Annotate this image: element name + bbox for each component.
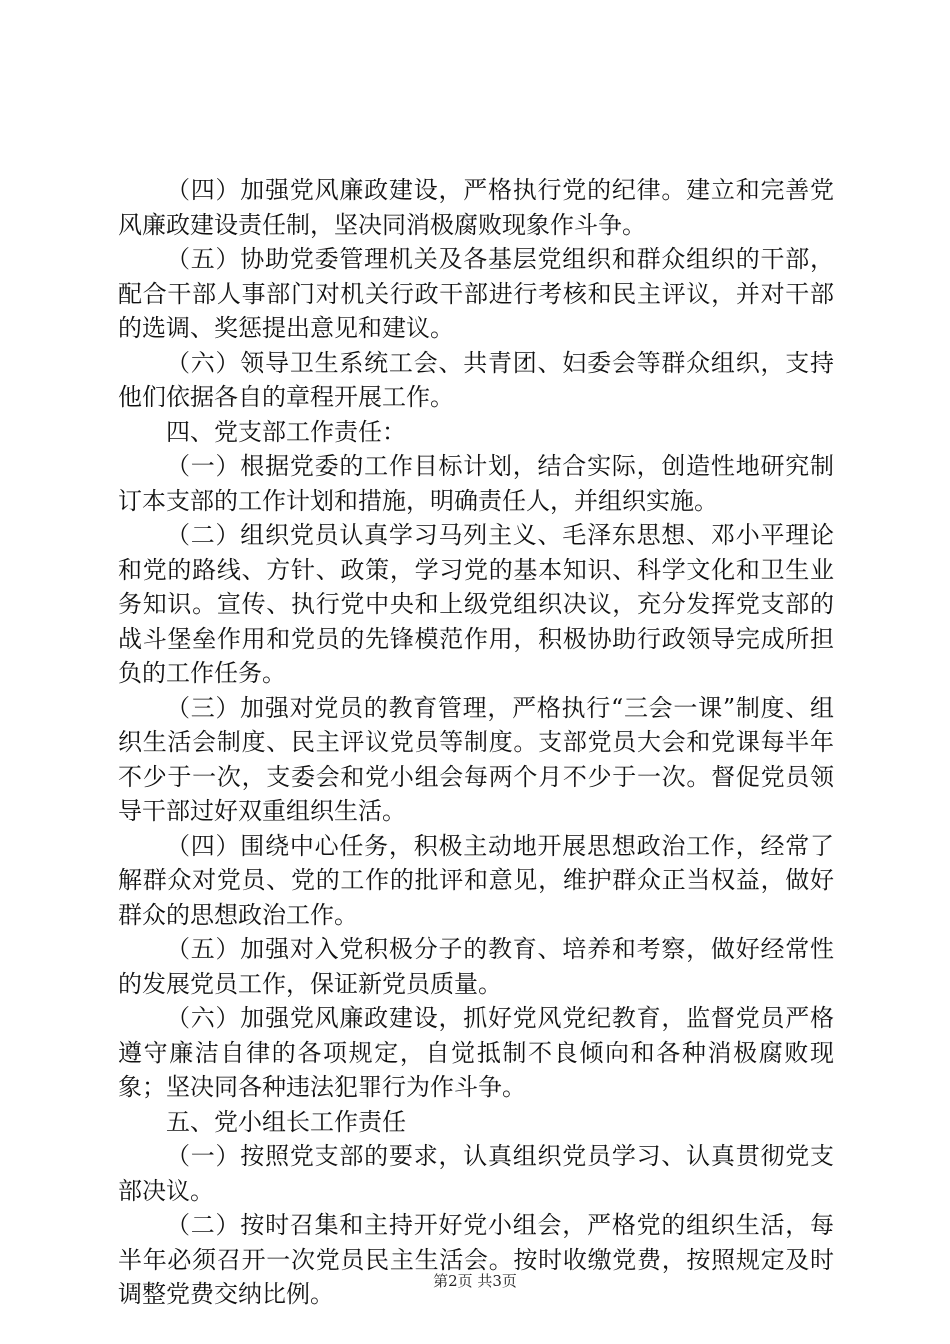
page-number: 第2页 共3页: [433, 1272, 517, 1290]
paragraph-branch-study: （二）组织党员认真学习马列主义、毛泽东思想、邓小平理论和党的路线、方针、政策，学习党的基本知识、科学文化和卫生业务知识。宣传、执行党中央和上级党组织决议，充分发挥党支部的战斗堡垒作用和党员的先锋模范作用，积极协助行政领导完成所担负的工作任务。: [118, 521, 834, 687]
paragraph-branch-recruitment: （五）加强对入党积极分子的教育、培养和考察，做好经常性的发展党员工作，保证新党员质量。: [118, 935, 834, 998]
paragraph-party-conduct: （四）加强党风廉政建设，严格执行党的纪律。建立和完善党风廉政建设责任制，坚决同消极腐败现象作斗争。: [118, 176, 834, 239]
paragraph-branch-education: （三）加强对党员的教育管理，严格执行“三会一课”制度、组织生活会制度、民主评议党员等制度。支部党员大会和党课每半年不少于一次，支委会和党小组会每两个月不少于一次。督促党员领导干部过好双重组织生活。: [118, 693, 834, 825]
document-body: [118, 173, 834, 1312]
paragraph-mass-organizations: （六）领导卫生系统工会、共青团、妇委会等群众组织，支持他们依据各自的章程开展工作。: [118, 348, 834, 411]
paragraph-cadre-management: （五）协助党委管理机关及各基层党组织和群众组织的干部，配合干部人事部门对机关行政干部进行考核和民主评议，并对干部的选调、奖惩提出意见和建议。: [118, 245, 834, 342]
section-heading-group-leader-duties: 五、党小组长工作责任: [166, 1107, 406, 1136]
paragraph-branch-integrity: （六）加强党风廉政建设，抓好党风党纪教育，监督党员严格遵守廉洁自律的各项规定，自觉抵制不良倾向和各种消极腐败现象；坚决同各种违法犯罪行为作斗争。: [118, 1004, 834, 1101]
paragraph-branch-plan: （一）根据党委的工作目标计划，结合实际，创造性地研究制订本支部的工作计划和措施，明确责任人，并组织实施。: [118, 452, 834, 515]
paragraph-branch-ideology: （四）围绕中心任务，积极主动地开展思想政治工作，经常了解群众对党员、党的工作的批评和意见，维护群众正当权益，做好群众的思想政治工作。: [118, 831, 834, 929]
section-heading-branch-duties: 四、党支部工作责任：: [166, 417, 406, 446]
paragraph-group-study: （一）按照党支部的要求，认真组织党员学习、认真贯彻党支部决议。: [118, 1142, 834, 1205]
paragraph-group-meetings: （二）按时召集和主持开好党小组会，严格党的组织生活，每半年必须召开一次党员民主生活会。按时收缴党费，按照规定及时调整党费交纳比例。: [118, 1211, 834, 1308]
